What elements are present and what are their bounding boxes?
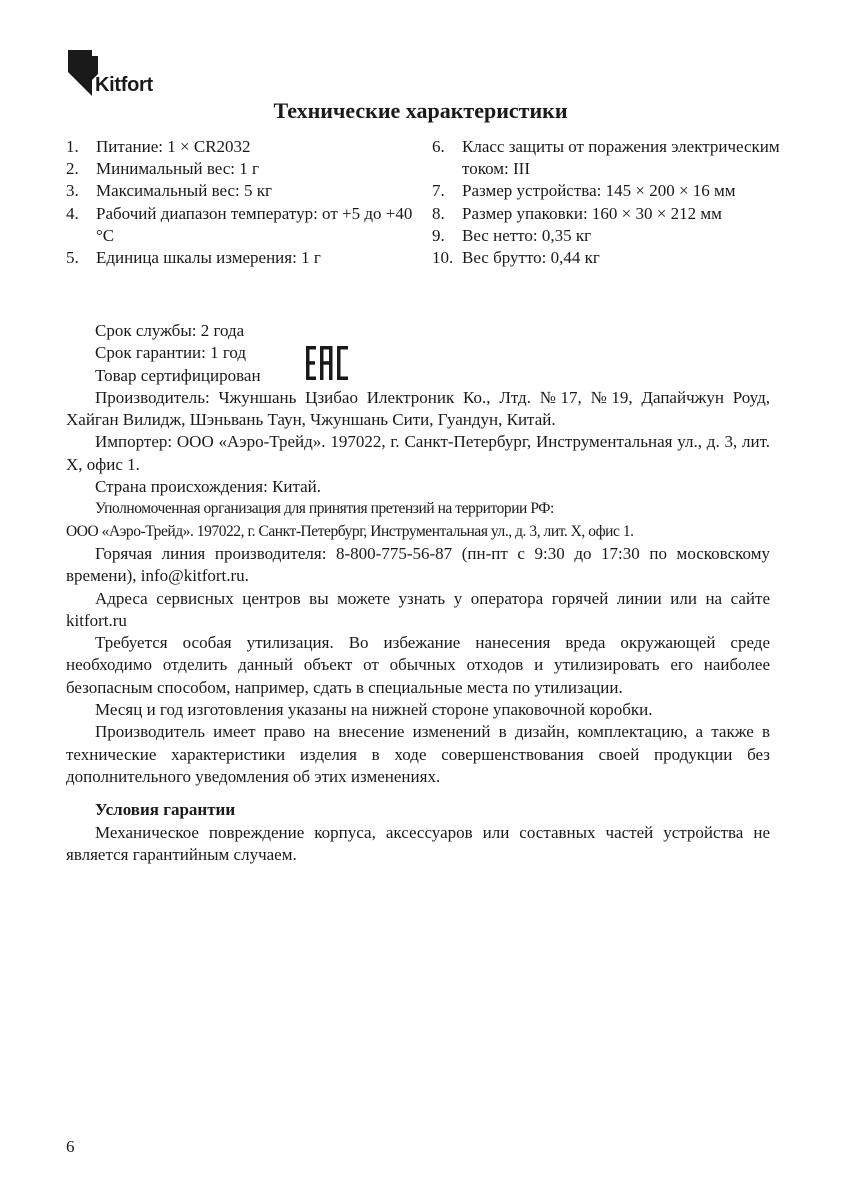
spec-text: Размер устройства: 145 × 200 × 16 мм [462, 181, 736, 201]
spec-item [66, 180, 421, 202]
service-centers-info: Адреса сервисных центров вы можете узнать у оператора горячей линии или на сайте kitfort.ru [66, 588, 770, 630]
spec-item [432, 247, 782, 269]
country-of-origin: Страна происхождения: Китай. [95, 477, 322, 497]
spec-text: Рабочий диапазон температур: от +5 до +40 °C [96, 203, 413, 245]
spec-number: 10. [432, 248, 454, 268]
certified-note: Товар сертифицирован [95, 365, 261, 385]
spec-number: 8. [432, 203, 445, 223]
spec-number: 1. [66, 137, 79, 156]
spec-text: Класс защиты от поражения электрическим током: III [462, 137, 780, 179]
spec-text: Единица шкалы измерения: 1 г [96, 248, 321, 268]
spec-number: 4. [66, 203, 79, 223]
document-body [66, 320, 770, 866]
warranty-heading: Условия гарантии [95, 800, 236, 820]
spec-text: Питание: 1 × CR2032 [96, 137, 251, 156]
spec-text: Минимальный вес: 1 г [96, 159, 259, 179]
spec-number: 7. [432, 181, 445, 201]
spec-number: 5. [66, 248, 79, 268]
hotline-info: Горячая линия производителя: 8-800-775-56-87 (пн-пт с 9:30 до 17:30 по московскому времени), info@kitfort.ru. [66, 543, 770, 586]
manufacture-date-info: Месяц и год изготовления указаны на нижней стороне упаковочной коробки. [95, 700, 653, 720]
spec-text: Максимальный вес: 5 кг [96, 181, 272, 201]
spec-item [66, 203, 421, 247]
spec-text: Размер упаковки: 160 × 30 × 212 мм [462, 203, 722, 223]
service-life: Срок службы: 2 года [95, 321, 245, 340]
spec-item [432, 136, 782, 180]
warranty-period: Срок гарантии: 1 год [95, 343, 247, 363]
spec-text: Вес нетто: 0,35 кг [462, 225, 592, 245]
spec-item [432, 203, 782, 225]
spec-item [66, 247, 421, 269]
spec-item [66, 158, 421, 180]
specs-right-column [432, 136, 782, 269]
importer-info: Импортер: ООО «Аэро-Трейд». 197022, г. Санкт-Петербург, Инструментальная ул., д. 3, лит. Х, офис 1. [66, 432, 770, 474]
changes-notice: Производитель имеет право на внесение изменений в дизайн, комплектацию, а также в технические характеристики изделия в ходе совершенствования своей продукции без дополнительного уведомления об этих изменениях. [66, 722, 770, 786]
spec-item [432, 225, 782, 247]
spec-number: 9. [432, 225, 445, 245]
spec-number: 2. [66, 159, 79, 179]
disposal-info: Требуется особая утилизация. Во избежание нанесения вреда окружающей среде необходимо отделить данный объект от обычных отходов и утилизировать его наиболее безопасным способом, например, сдать в специальные места по утилизации. [66, 633, 770, 697]
page-title: Технические характеристики [273, 98, 568, 123]
brand-name: Kitfort [95, 74, 153, 96]
spec-item [66, 136, 421, 158]
authorized-org-address: ООО «Аэро-Трейд». 197022, г. Санкт-Петербург, Инструментальная ул., д. 3, лит. Х, офис 1. [66, 522, 634, 540]
page-number: 6 [66, 1137, 75, 1156]
spec-text: Вес брутто: 0,44 кг [462, 248, 600, 268]
authorized-org-heading: Уполномоченная организация для принятия претензий на территории РФ: [95, 500, 554, 518]
manufacturer-info: Производитель: Чжуншань Цзибао Илектроник Ко., Лтд. №17, №19, Дапайчжун Роуд, Хайган Вилидж, Шэньвань Таун, Чжуншань Сити, Гуандун, Китай. [66, 387, 770, 430]
warranty-conditions: Механическое повреждение корпуса, аксессуаров или составных частей устройства не является гарантийным случаем. [66, 822, 770, 864]
spec-number: 6. [432, 137, 445, 156]
spec-item [432, 180, 782, 202]
specs-left-column [66, 136, 421, 269]
spec-number: 3. [66, 181, 79, 201]
